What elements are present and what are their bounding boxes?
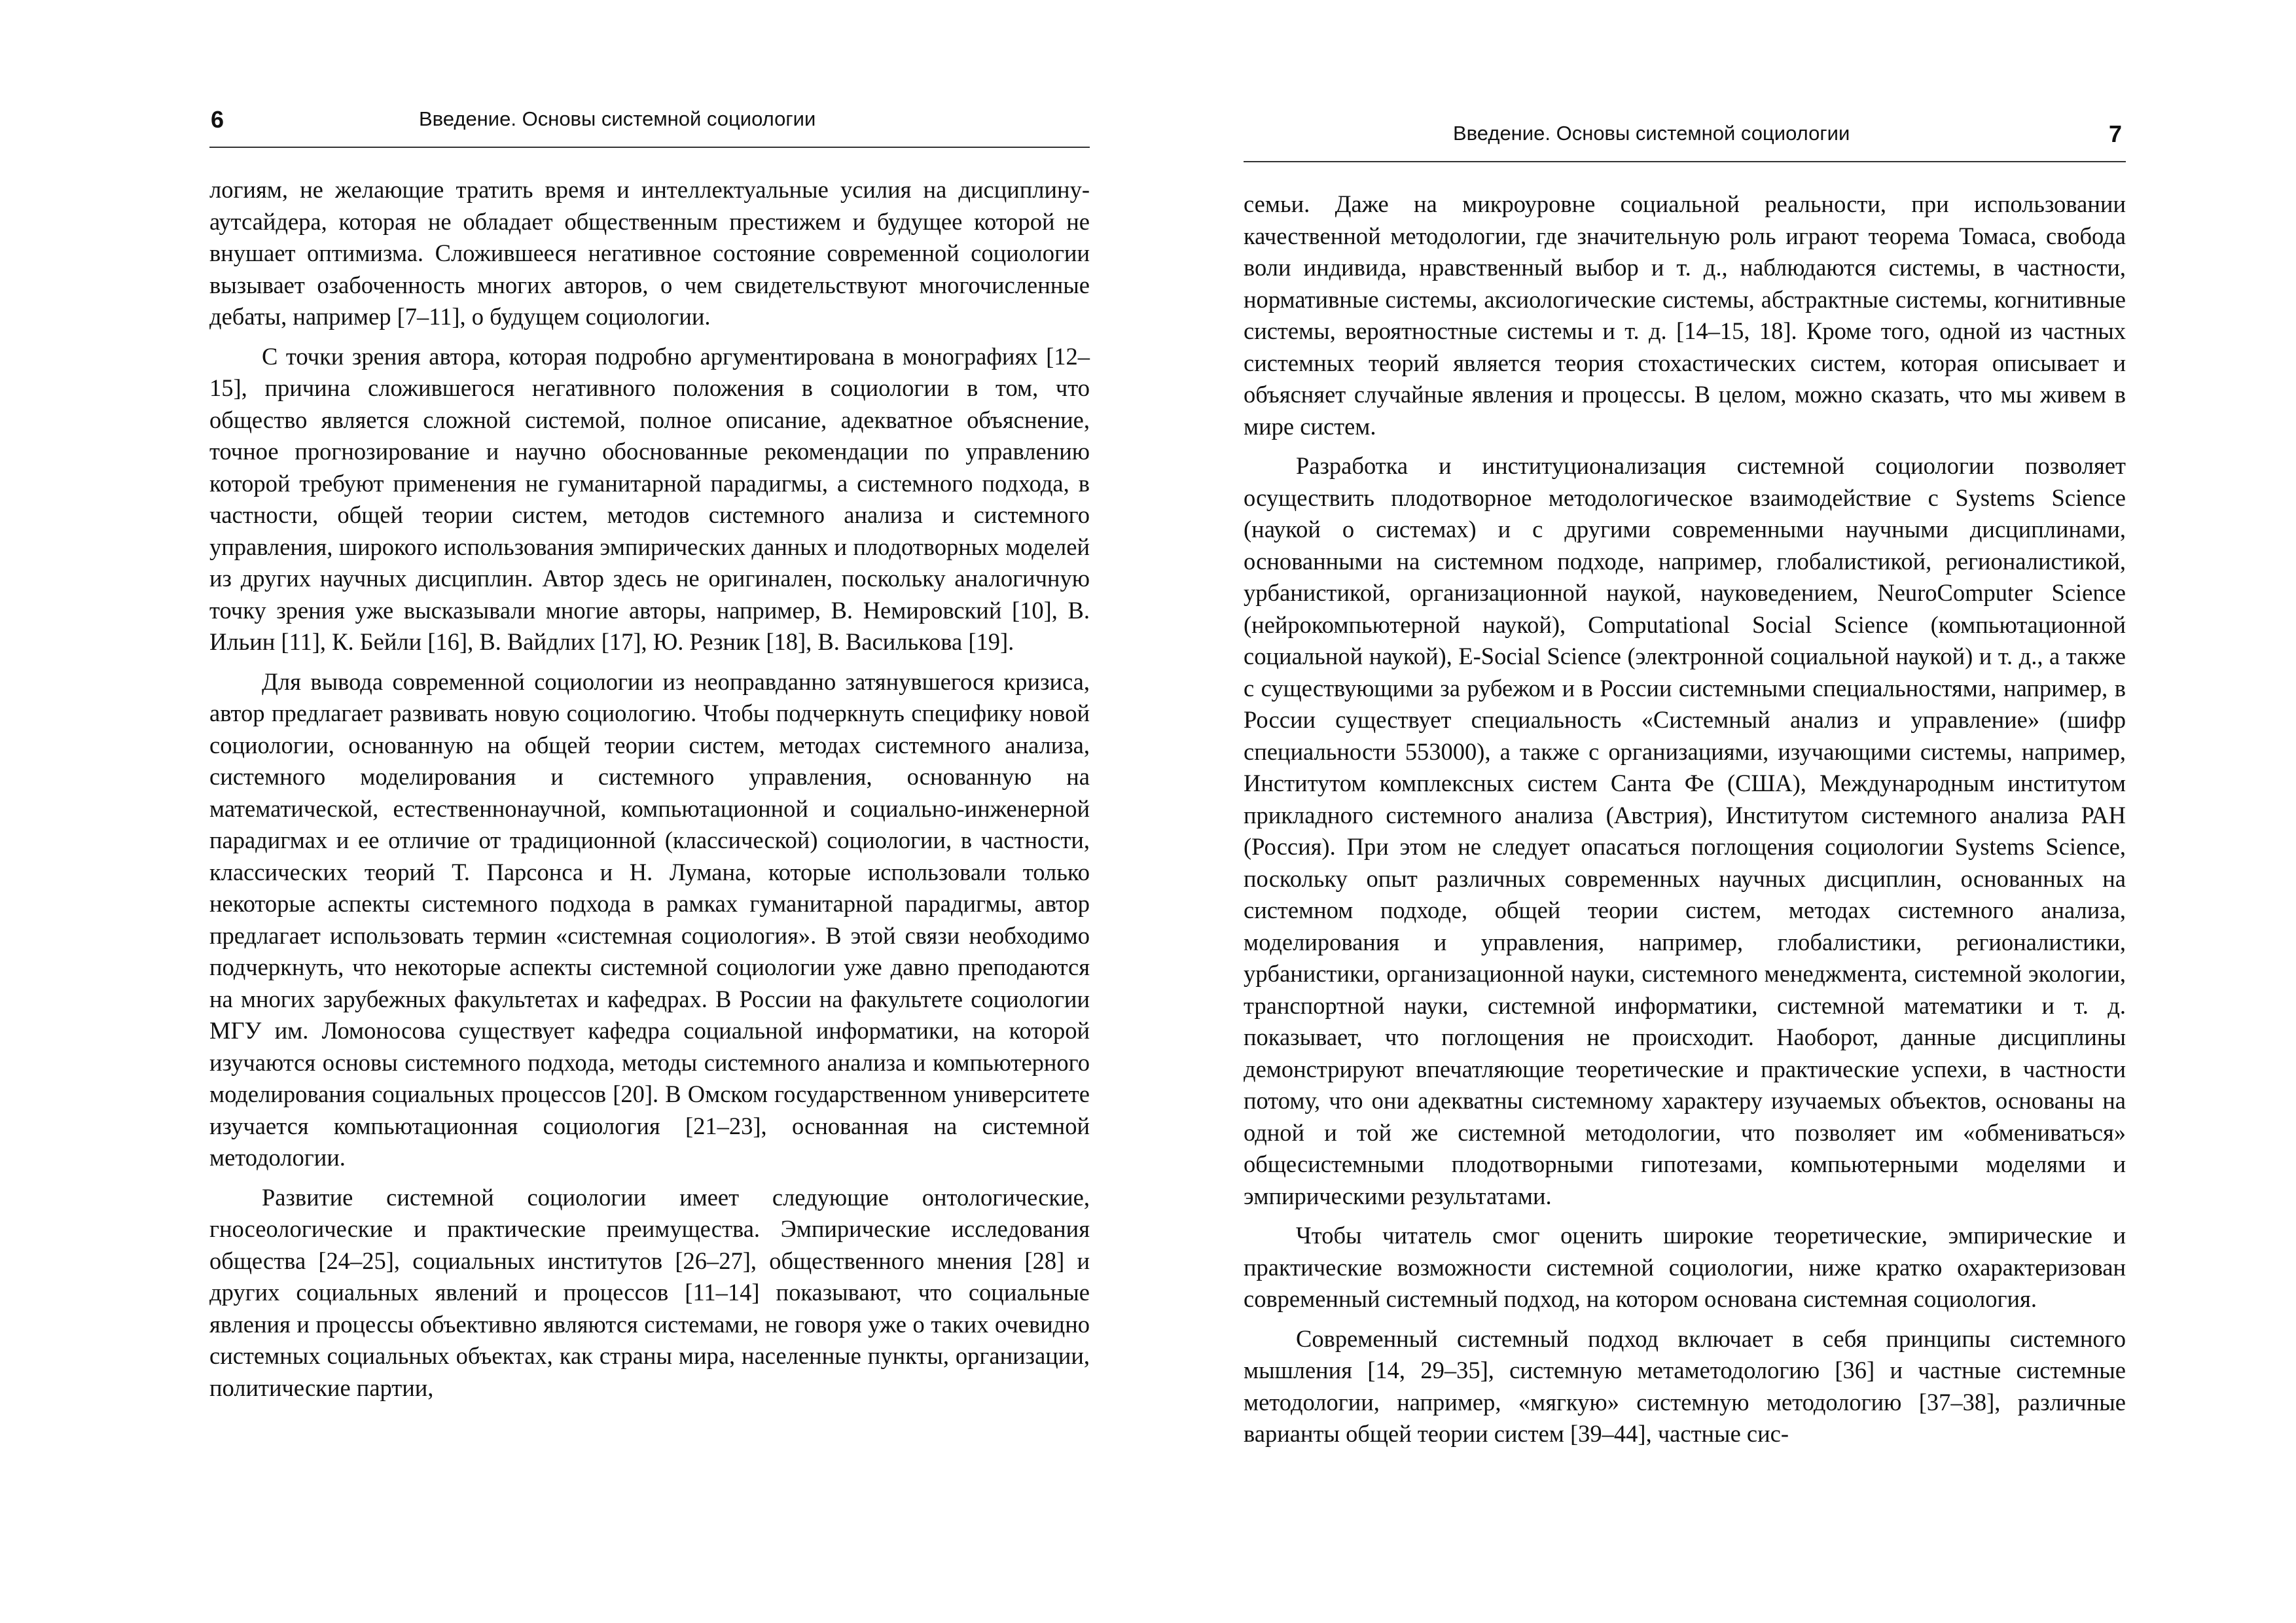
right-page xyxy=(1244,0,2126,1458)
running-head: Введение. Основы системной социологии xyxy=(419,107,816,130)
left-page xyxy=(209,0,1090,1412)
right-page-body xyxy=(1244,188,2126,1450)
left-page-header xyxy=(209,98,1090,157)
page-number: 6 xyxy=(211,106,224,133)
running-head: Введение. Основы системной социологии xyxy=(1453,122,1850,145)
paragraph: Развитие системной социологии имеет следующие онтологические, гносеологические и практические преимущества. Эмпирические исследования общества [24–25], социальных институтов [26–27], общественного мнения [28] и других социальных явлений и процессов [11–14] показывают, что социальные явления и процессы объективно являются системами, не говоря уже о таких очевидно системных социальных объектах, как страны мира, населенные пункты, организации, политические партии, xyxy=(209,1183,1090,1401)
paragraph: Чтобы читатель смог оценить широкие теоретические, эмпирические и практические возможности системной социологии, ниже кратко охарактеризован современный системный подход, на котором основана системная социология. xyxy=(1244,1222,2126,1312)
paragraph: Разработка и институционализация системной социологии позволяет осуществить плодотворное методологическое взаимодействие с Systems Science (наукой о системах) и с другими современными научными дисциплинами, основанными на системном подходе, например, глобалистикой, регионалистикой, урбанистикой, организационной наукой, науковедением, NeuroComputer Science (нейрокомпьютерной наукой), Computational Social Science (компьютационной социальной наукой), E-Social Science (электронной социальной наукой) и т. д., а также с существующими за рубежом и в России системными специальностями, например, в России существует специальность «Системный анализ и управление» (шифр специальности 553000), а также с организациями, изучающими системы, например, Институтом комплексных систем Санта Фе (США), Международным институтом прикладного системного анализа (Австрия), Институтом системного анализа РАН (Россия). При этом не следует опасаться поглощения социологии Systems Science, поскольку опыт различных современных научных дисциплин, основанных на системном подходе, общей теории систем, методах системного анализа, моделирования и управления, например, глобалистики, регионалистики, урбанистики, организационной науки, системного менеджмента, системной экологии, транспортной науки, системной информатики, системной математики и т. д. показывает, что поглощения не происходит. Наоборот, данные дисциплины демонстрируют впечатляющие теоретические и практические успехи, в частности потому, что они адекватны системному характеру изучаемых объектов, основаны на одной и той же системной методологии, что позволяет им «обмениваться» общесистемными плодотворными гипотезами, компьютерными моделями и эмпирическими результатами. xyxy=(1244,452,2126,1209)
header-rule xyxy=(209,147,1090,148)
header-rule xyxy=(1244,161,2126,162)
page-number: 7 xyxy=(2108,120,2122,147)
right-page-header xyxy=(1244,113,2126,171)
paragraph: логиям, не желающие тратить время и интеллектуальные усилия на дисциплину-аутсайдера, которая не обладает общественным престижем и будущее которой не внушает оптимизма. Сложившееся негативное состояние современной социологии вызывает озабоченность многих авторов, о чем свидетельствуют многочисленные дебаты, например [7–11], о будущем социологии. xyxy=(209,176,1090,330)
paragraph: семьи. Даже на микроуровне социальной реальности, при использовании качественной методологии, где значительную роль играют теорема Томаса, свобода воли индивида, нравственный выбор и т. д., наблюдаются системы, в частности, нормативные системы, аксиологические системы, абстрактные системы, когнитивные системы, вероятностные системы и т. д. [14–15, 18]. Кроме того, одной из частных системных теорий является теория стохастических систем, которая описывает и объясняет случайные явления и процессы. В целом, можно сказать, что мы живем в мире систем. xyxy=(1244,190,2126,440)
paragraph: Современный системный подход включает в себя принципы системного мышления [14, 29–35], системную метаметодологию [36] и частные системные методологии, например, «мягкую» системную методологию [37–38], различные варианты общей теории систем [39–44], частные сис- xyxy=(1244,1325,2126,1447)
paragraph: С точки зрения автора, которая подробно аргументирована в монографиях [12–15], причина сложившегося негативного положения в социологии в том, что общество является сложной системой, полное описание, адекватное объяснение, точное прогнозирование и научно обоснованные рекомендации по управлению которой требуют применения не гуманитарной парадигмы, а системного подхода, в частности, общей теории систем, методов системного анализа и системного управления, широкого использования эмпирических данных и плодотворных моделей из других научных дисциплин. Автор здесь не оригинален, поскольку аналогичную точку зрения уже высказывали многие авторы, например, В. Немировский [10], В. Ильин [11], К. Бейли [16], В. Вайдлих [17], Ю. Резник [18], В. Василькова [19]. xyxy=(209,342,1090,655)
paragraph: Для вывода современной социологии из неоправданно затянувшегося кризиса, автор предлагает развивать новую социологию. Чтобы подчеркнуть специфику новой социологии, основанную на общей теории систем, методах системного анализа, системного моделирования и системного управления, основанную на математической, естественнонаучной, компьютационной и социально-инженерной парадигмах и ее отличие от традиционной (классической) социологии, в частности, классических теорий Т. Парсонса и Н. Лумана, которые использовали только некоторые аспекты системного подхода в рамках гуманитарной парадигмы, автор предлагает использовать термин «системная социология». В этой связи необходимо подчеркнуть, что некоторые аспекты системной социологии уже давно преподаются на многих зарубежных факультетах и кафедрах. В России на факультете социологии МГУ им. Ломоносова существует кафедра социальной информатики, на которой изучаются основы системного подхода, методы системного анализа и компьютерного моделирования социальных процессов [20]. В Омском государственном университете изучается компьютационная социология [21–23], основанная на системной методологии. xyxy=(209,668,1090,1171)
left-page-body xyxy=(209,174,1090,1404)
